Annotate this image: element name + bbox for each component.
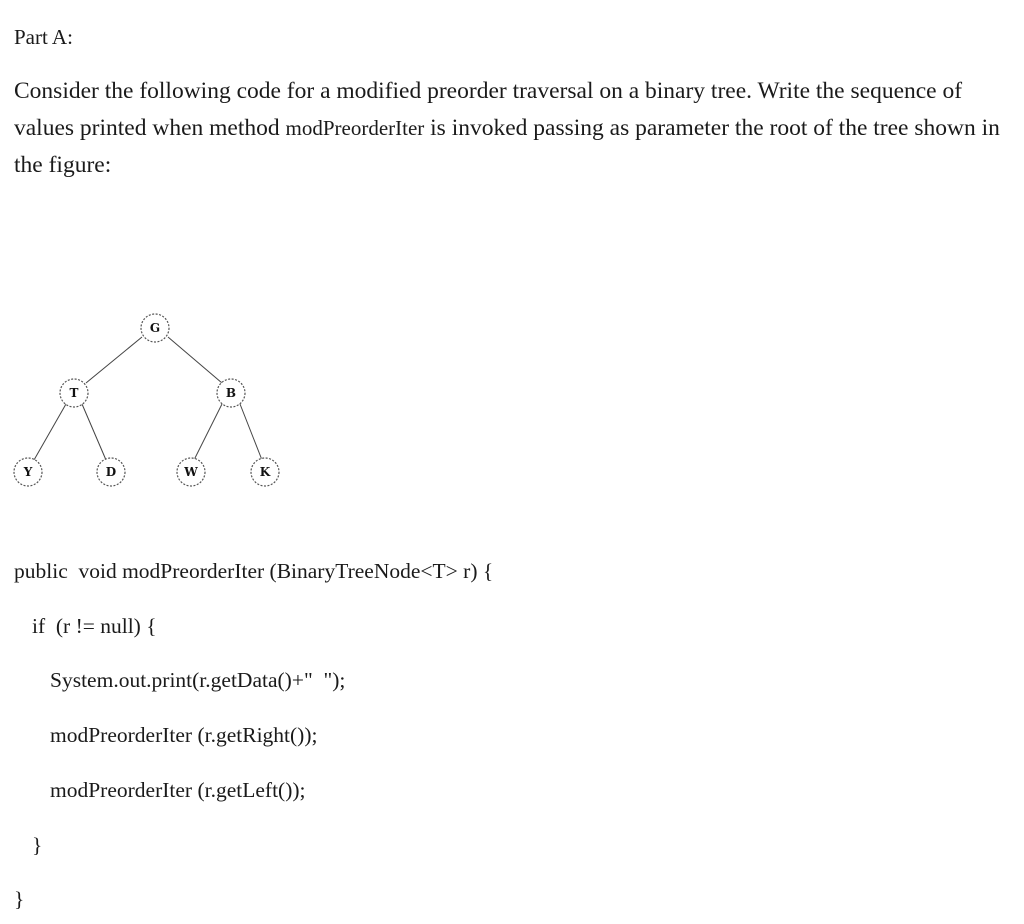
- binary-tree-figure: [0, 300, 300, 510]
- node-label-t: T: [69, 386, 79, 400]
- code-line-close-method: }: [14, 887, 25, 911]
- code-line-signature: public void modPreorderIter (BinaryTreeNode<T> r) {: [14, 559, 494, 583]
- part-title: Part A:: [14, 25, 73, 49]
- question-text-before: Consider the following code for a modified preorder traversal on a binary tree. Write the sequence of values printed when method: [14, 78, 963, 141]
- code-line-recurse-right: modPreorderIter (r.getRight());: [50, 723, 318, 747]
- code-line-if: if (r != null) {: [32, 614, 157, 638]
- node-label-d: D: [105, 465, 117, 479]
- question-text: [14, 73, 1014, 184]
- question-text-after: is invoked passing as parameter the root of the tree shown in the figure:: [14, 115, 1000, 178]
- edge-g-t: [86, 337, 142, 383]
- node-label-y: Y: [23, 465, 33, 479]
- edge-t-d: [82, 404, 106, 460]
- code-line-print: System.out.print(r.getData()+" ");: [50, 668, 346, 692]
- edge-b-w: [194, 404, 222, 460]
- node-label-g: G: [149, 321, 161, 335]
- node-label-b: B: [225, 386, 237, 400]
- node-label-w: W: [184, 465, 198, 479]
- code-line-recurse-left: modPreorderIter (r.getLeft());: [50, 778, 306, 802]
- node-label-k: K: [259, 465, 271, 479]
- question-method-name: modPreorderIter: [285, 116, 425, 140]
- code-line-close-if: }: [32, 833, 43, 857]
- edge-b-k: [240, 404, 262, 460]
- edge-g-b: [168, 337, 222, 383]
- edge-t-y: [34, 404, 66, 460]
